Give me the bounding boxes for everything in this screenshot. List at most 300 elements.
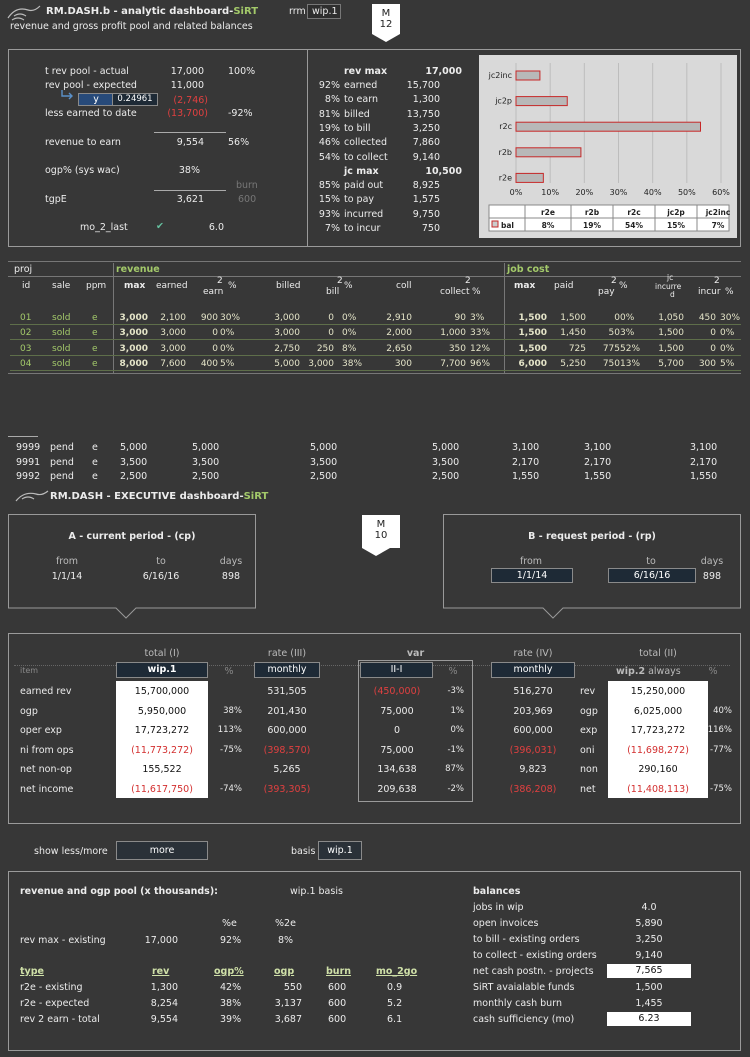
pend-cell: 1,550	[690, 471, 718, 482]
total1-value: 155,522	[142, 764, 182, 775]
proj-cell: e	[92, 313, 98, 323]
proj-cell: 3,000	[119, 328, 148, 339]
rev-max-existing-label: rev max - existing	[20, 935, 106, 946]
proj-cell: 96%	[470, 358, 491, 369]
proj-cell: 0%	[720, 343, 735, 354]
jc-value: 8,925	[412, 180, 440, 191]
proj-cell: sold	[52, 328, 71, 339]
proj-cell: 5%	[720, 358, 735, 369]
item-label: item	[20, 666, 39, 675]
pool-mo2go: 6.1	[387, 1014, 403, 1025]
proj-cell: 3%	[470, 313, 485, 323]
pend-cell: 5,000	[192, 442, 220, 453]
job-cost-group: job cost	[507, 264, 550, 275]
pend-cell: 2,170	[584, 456, 612, 468]
total2-value: 290,160	[638, 764, 678, 775]
pend-cell: 2,170	[512, 456, 540, 468]
total2-value: 6,025,000	[633, 705, 683, 717]
period-b-to-input[interactable]: 6/16/16	[608, 568, 696, 583]
y-input[interactable]: 0.24961	[112, 93, 158, 106]
period-a-title: A - current period - (cp)	[68, 531, 196, 542]
y-label: y	[78, 93, 114, 106]
pool-burn: 600	[328, 982, 347, 993]
pend-cell: 1,550	[512, 471, 540, 482]
chart-table-header: r2b	[584, 208, 600, 217]
burn-label: burn	[236, 180, 258, 191]
revmax-pct: 92%	[318, 80, 340, 91]
chart-table-value: 54%	[625, 221, 643, 230]
pool-col-header: type	[20, 966, 44, 977]
total2-row-label: exp	[580, 725, 598, 736]
total2-pct: -77%	[710, 744, 732, 755]
arrow-icon	[60, 89, 76, 101]
chart-table-value: 7%	[711, 221, 725, 230]
balance-label: jobs in wip	[473, 902, 524, 913]
pool-ogp: 3,687	[274, 1014, 302, 1025]
show-less-more-select[interactable]: more	[116, 841, 208, 860]
proj-col-header: collect	[440, 287, 470, 297]
proj-cell: 38%	[342, 358, 363, 369]
balance-label: cash sufficiency (mo)	[473, 1014, 575, 1025]
proj-col-header: 2	[337, 276, 343, 286]
ogp-pool-basis: wip.1 basis	[290, 886, 343, 897]
proj-cell: sold	[52, 313, 71, 323]
proj-cell: 2,000	[386, 328, 412, 339]
less-earned-label: less earned to date	[45, 108, 137, 119]
pct-e-header: %e	[222, 918, 237, 929]
proj-cell: 12%	[470, 343, 491, 354]
chart-bar	[516, 173, 543, 182]
pend-cell: 2,500	[310, 471, 338, 482]
proj-col-header: max	[124, 281, 146, 291]
proj-cell: 7,600	[160, 358, 186, 369]
rate3-header: rate (III)	[267, 648, 307, 659]
pend-cell: pend	[50, 471, 74, 482]
t-rev-pct: 100%	[228, 66, 256, 77]
jc-label: to incur	[344, 222, 381, 234]
total1-box	[116, 681, 208, 798]
exec-row-label: ni from ops	[20, 744, 74, 756]
proj-cell: 400	[200, 358, 218, 369]
period-b-to-label: to	[646, 556, 656, 567]
rev-max-existing-value: 17,000	[144, 935, 178, 946]
proj-cell: 3,000	[308, 358, 334, 369]
proj-col-header: %	[619, 281, 628, 291]
total1-select[interactable]: wip.1	[116, 662, 208, 678]
app-title: RM.DASH.b - analytic dashboard-SiRT	[46, 6, 259, 17]
chart-category-label: r2e	[498, 173, 512, 183]
pool-col-header: rev	[152, 966, 170, 977]
chart-legend-label: bal	[501, 221, 515, 230]
t-rev-value: 17,000	[170, 66, 204, 77]
pend-cell: 2,500	[432, 471, 460, 482]
rate3-value: 531,505	[267, 686, 307, 697]
chart-table-header: r2e	[540, 208, 556, 217]
var-select[interactable]: II-I	[360, 662, 433, 678]
proj-cell: 0	[328, 328, 334, 339]
rate4-select[interactable]: monthly	[491, 662, 575, 678]
proj-cell: 1,500	[658, 343, 684, 354]
proj-cell: 725	[568, 343, 586, 354]
proj-col-header: %	[472, 287, 481, 297]
period-a-to: 6/16/16	[142, 571, 180, 582]
revmax-value: 9,140	[412, 151, 440, 163]
proj-cell: 775	[602, 343, 620, 354]
proj-col-header: incurre	[655, 282, 682, 291]
rte-value: 9,554	[176, 137, 204, 148]
proj-col-header: ppm	[86, 281, 107, 291]
proj-cell: 30%	[220, 313, 241, 323]
rev-max-value: 17,000	[425, 66, 462, 77]
proj-col-header: pay	[598, 287, 615, 297]
basis-label: basis	[291, 846, 316, 857]
pend-cell: pend	[50, 442, 74, 453]
pool-row-label: rev 2 earn - total	[20, 1014, 100, 1025]
revmax-label: earned	[344, 80, 378, 91]
revmax-pct: 46%	[318, 137, 340, 149]
rate3-value: 5,265	[273, 764, 301, 775]
rate4-header: rate (IV)	[513, 648, 553, 659]
pend-cell: 9991	[16, 456, 41, 468]
proj-cell: 3,000	[274, 328, 300, 339]
pend-cell: e	[92, 456, 98, 468]
pool-col-header: burn	[326, 966, 352, 977]
rev-max-2e: 8%	[278, 935, 294, 946]
pct-label: %	[448, 666, 458, 677]
jc-label: paid out	[344, 180, 384, 191]
rte-pct: 56%	[228, 137, 250, 148]
total1-pct: 113%	[217, 725, 242, 735]
proj-cell: 0	[328, 313, 334, 323]
chart-table-value: 15%	[667, 221, 685, 230]
proj-cell: 1,450	[560, 328, 586, 339]
check-icon: ✔	[156, 221, 164, 232]
proj-col-header: 2	[217, 276, 223, 286]
proj-cell: 1,500	[518, 328, 547, 339]
total1-value: 17,723,272	[134, 725, 190, 736]
chart-table-header: jc2inc	[705, 208, 731, 217]
jc-value: 750	[421, 222, 440, 234]
pool-col-header: mo_2go	[376, 966, 418, 977]
chart-tick-label: 60%	[712, 188, 730, 197]
t-rev-label: t rev pool - actual	[45, 66, 129, 77]
rate4-value: 203,969	[513, 705, 553, 717]
period-b-from-label: from	[519, 556, 543, 567]
pend-cell: 3,100	[584, 442, 612, 453]
pct-label: %	[224, 666, 234, 677]
var-value: 209,638	[377, 783, 417, 795]
divider	[8, 276, 741, 277]
chart-tick-label: 30%	[609, 188, 628, 197]
proj-cell: 3%	[620, 328, 635, 339]
total2-row-label: non	[580, 764, 598, 775]
basis-select[interactable]: wip.1	[318, 841, 362, 860]
month-badge-top: M 12	[372, 4, 400, 34]
jc-label: to pay	[344, 194, 375, 206]
pool-col-header: ogp%	[214, 966, 244, 977]
proj-cell: 1,000	[440, 328, 466, 339]
chart-category-label: jc2inc	[488, 71, 512, 80]
proj-cell: 3,000	[160, 343, 186, 354]
revmax-pct: 19%	[318, 122, 340, 134]
balance-label: net cash postn. - projects	[473, 966, 594, 977]
proj-cell: 03	[20, 343, 32, 354]
proj-cell: 300	[698, 358, 716, 369]
rate3-value: (393,305)	[263, 783, 311, 795]
chart-tick-label: 50%	[677, 188, 696, 197]
rate3-value: (398,570)	[263, 744, 311, 756]
chart-tick-label: 20%	[575, 188, 594, 197]
proj-cell: 1,050	[658, 313, 684, 323]
balance-value: 5,890	[635, 918, 663, 929]
rate4-value: 516,270	[513, 686, 553, 697]
revmax-pct: 81%	[318, 108, 340, 120]
balance-value: 3,250	[635, 934, 663, 945]
balance-value-box: 6.23	[607, 1012, 691, 1026]
chart-tick-label: 10%	[541, 188, 560, 197]
bird-logo-icon	[6, 4, 42, 22]
rate4-value: (386,208)	[509, 783, 557, 795]
chart-table-value: 8%	[541, 221, 555, 230]
show-less-more-label: show less/more	[34, 846, 108, 857]
proj-col-header: earn	[203, 287, 224, 297]
proj-cell: 8%	[342, 343, 357, 354]
pend-cell: 1,550	[584, 471, 612, 482]
var-pct: -3%	[447, 686, 464, 696]
total1-value: (11,773,272)	[131, 744, 193, 756]
total1-pct: -74%	[220, 783, 242, 794]
total2-pct: -75%	[710, 783, 732, 794]
proj-cell: 7,700	[440, 358, 466, 369]
jc-pct: 85%	[318, 180, 340, 191]
total2-value: (11,408,113)	[627, 783, 689, 795]
var-value: 134,638	[377, 764, 417, 775]
proj-cell: sold	[52, 358, 71, 369]
proj-cell: 1,500	[518, 343, 547, 354]
proj-cell: 13%	[620, 358, 641, 369]
proj-cell: 2,650	[386, 343, 412, 354]
tgpe-label: tgpE	[45, 194, 67, 205]
pend-cell: 9999	[16, 442, 41, 453]
revmax-label: to bill	[344, 122, 371, 134]
var-value: (450,000)	[373, 686, 421, 697]
chart-table-value: 19%	[583, 221, 601, 230]
balances-title: balances	[473, 886, 521, 897]
proj-cell: 01	[20, 313, 32, 323]
rate3-select[interactable]: monthly	[254, 662, 320, 678]
total1-header: total (I)	[144, 648, 180, 659]
jc-pct: 93%	[318, 208, 340, 220]
total1-value: (11,617,750)	[131, 783, 193, 795]
rate3-value: 600,000	[267, 725, 307, 736]
balance-value: 1,455	[635, 998, 663, 1009]
total1-value: 5,950,000	[137, 705, 187, 717]
balance-value-box: 7,565	[607, 964, 691, 978]
total2-value: 15,250,000	[630, 686, 686, 697]
proj-col-header: sale	[52, 281, 71, 291]
pct-label: %	[708, 666, 718, 677]
mo-label: mo_2_last	[80, 222, 128, 233]
proj-cell: 3,000	[119, 343, 148, 354]
pend-cell: 5,000	[432, 442, 460, 453]
period-a-from-label: from	[55, 556, 79, 567]
total2-pct: 116%	[707, 725, 732, 735]
less-earned-pct: -92%	[228, 108, 253, 119]
pool-ogp: 3,137	[274, 998, 302, 1009]
revmax-pct: 8%	[324, 94, 340, 106]
proj-cell: e	[92, 343, 98, 354]
proj-col-header: id	[22, 281, 31, 291]
proj-cell: 2,750	[274, 343, 300, 354]
proj-cell: 1,500	[518, 313, 547, 323]
pool-burn: 600	[328, 998, 347, 1009]
ogp-label: ogp% (sys wac)	[45, 165, 120, 176]
ogp-pool-title: revenue and ogp pool (x thousands):	[20, 886, 218, 897]
pend-cell: 2,500	[120, 471, 148, 482]
var-pct: -1%	[447, 744, 464, 755]
proj-cell: 0	[614, 313, 620, 323]
rev-max-title: rev max	[344, 66, 388, 77]
proj-cell: e	[92, 328, 98, 339]
var-value: 0	[393, 725, 401, 736]
total2-pct: 40%	[713, 705, 732, 716]
pend-cell: 5,000	[310, 442, 338, 453]
proj-cell: 3,000	[119, 313, 148, 323]
proj-group: proj	[14, 264, 33, 275]
pend-cell: 9992	[16, 471, 41, 482]
proj-cell: 300	[394, 358, 412, 369]
proj-col-header: 2	[611, 276, 617, 286]
period-a-days: 898	[221, 571, 241, 582]
var-pct: -2%	[447, 783, 464, 794]
proj-cell: 90	[454, 313, 466, 323]
pool-row-label: r2e - expected	[20, 998, 90, 1009]
proj-col-header: coll	[396, 281, 412, 291]
proj-col-header: earned	[156, 281, 188, 291]
proj-col-header: incur	[698, 287, 721, 297]
ogp-value: 38%	[178, 165, 200, 176]
proj-cell: 450	[698, 313, 716, 323]
proj-cell: 6,000	[518, 358, 547, 369]
period-b-days-label: days	[700, 556, 724, 567]
pend-cell: e	[92, 442, 98, 453]
proj-col-header: %	[725, 287, 734, 297]
pend-cell: 2,170	[690, 456, 718, 468]
chart-tick-label: 40%	[643, 188, 662, 197]
rule	[154, 190, 226, 191]
total1-value: 15,700,000	[134, 686, 190, 697]
proj-cell: 5,250	[560, 358, 586, 369]
proj-cell: 50	[608, 328, 620, 339]
exec-row-label: ogp	[20, 705, 38, 717]
pool-col-header: ogp	[274, 966, 295, 977]
revmax-label: to earn	[344, 94, 378, 106]
revmax-label: to collect	[344, 151, 388, 163]
balance-value: 4.0	[641, 902, 657, 913]
var-pct: 1%	[450, 705, 464, 716]
chart-bar	[516, 122, 701, 131]
exec-title: RM.DASH - EXECUTIVE dashboard-SiRT	[50, 491, 269, 502]
proj-cell: 900	[200, 313, 218, 323]
balance-label: to collect - existing orders	[473, 950, 597, 961]
total2-value: 17,723,272	[630, 725, 686, 736]
revmax-label: billed	[344, 108, 370, 120]
jc-value: 9,750	[412, 208, 440, 220]
chart-bar	[516, 71, 540, 80]
chart-bar	[516, 148, 581, 157]
period-a-from: 1/1/14	[51, 571, 83, 582]
pend-cell: 3,100	[512, 442, 540, 453]
proj-cell: e	[92, 358, 98, 369]
pend-cell: 5,000	[120, 442, 148, 453]
proj-col-header: paid	[554, 281, 574, 291]
period-b-days: 898	[702, 571, 722, 582]
pool-ogp-pct: 42%	[220, 982, 242, 993]
rule	[154, 132, 226, 133]
pool-rev: 8,254	[150, 998, 178, 1009]
rrm-select[interactable]: wip.1	[307, 4, 341, 19]
proj-col-header: d	[670, 290, 675, 299]
total2-label: wip.2 always	[616, 666, 681, 677]
proj-cell: 33%	[470, 328, 491, 339]
total2-header: total (II)	[639, 648, 677, 659]
var-pct: 87%	[445, 764, 464, 774]
balance-value: 1,500	[635, 982, 663, 993]
bird-logo-icon	[14, 489, 50, 505]
period-b-from-input[interactable]: 1/1/14	[491, 568, 573, 583]
var-pct: 0%	[450, 725, 464, 735]
revmax-pct: 54%	[318, 151, 340, 163]
pend-cell: 3,500	[432, 456, 460, 468]
chart-category-label: jc2p	[495, 96, 512, 106]
proj-cell: 0	[212, 343, 218, 354]
total1-pct: -75%	[220, 744, 242, 755]
rate4-value: 9,823	[519, 764, 547, 775]
tgpe-burn: 600	[238, 194, 257, 205]
exec-row-label: oper exp	[20, 725, 62, 736]
total2-row-label: net	[580, 783, 596, 795]
proj-cell: 0%	[342, 328, 357, 339]
legend-swatch	[492, 221, 498, 227]
tgpe-value: 3,621	[176, 194, 204, 205]
period-a-to-label: to	[156, 556, 166, 567]
proj-cell: 5,000	[274, 358, 300, 369]
proj-cell: 250	[316, 343, 334, 354]
var-value: 75,000	[380, 705, 414, 717]
proj-cell: 5,700	[658, 358, 684, 369]
exec-row-label: net non-op	[20, 764, 72, 775]
proj-cell: sold	[52, 343, 71, 354]
jc-max-value: 10,500	[425, 166, 462, 177]
pend-cell: 3,100	[690, 442, 718, 453]
var-header: var	[406, 648, 425, 659]
proj-col-header: max	[514, 281, 536, 291]
balance-label: open invoices	[473, 918, 539, 929]
jc-max-title: jc max	[344, 166, 379, 177]
month-badge-mid: M 10	[362, 515, 400, 548]
total2-box	[608, 681, 708, 798]
proj-cell: 1,500	[560, 313, 586, 323]
jc-pct: 15%	[318, 194, 340, 206]
rev-exp-value: 11,000	[170, 80, 204, 91]
less-earned-value: (13,700)	[167, 108, 208, 119]
proj-cell: 0%	[720, 328, 735, 339]
pool-ogp-pct: 39%	[220, 1014, 242, 1025]
rate4-value: 600,000	[513, 725, 553, 736]
proj-cell: 2,910	[386, 313, 412, 323]
pend-cell: 3,500	[192, 456, 220, 468]
total2-row-label: oni	[580, 744, 595, 756]
